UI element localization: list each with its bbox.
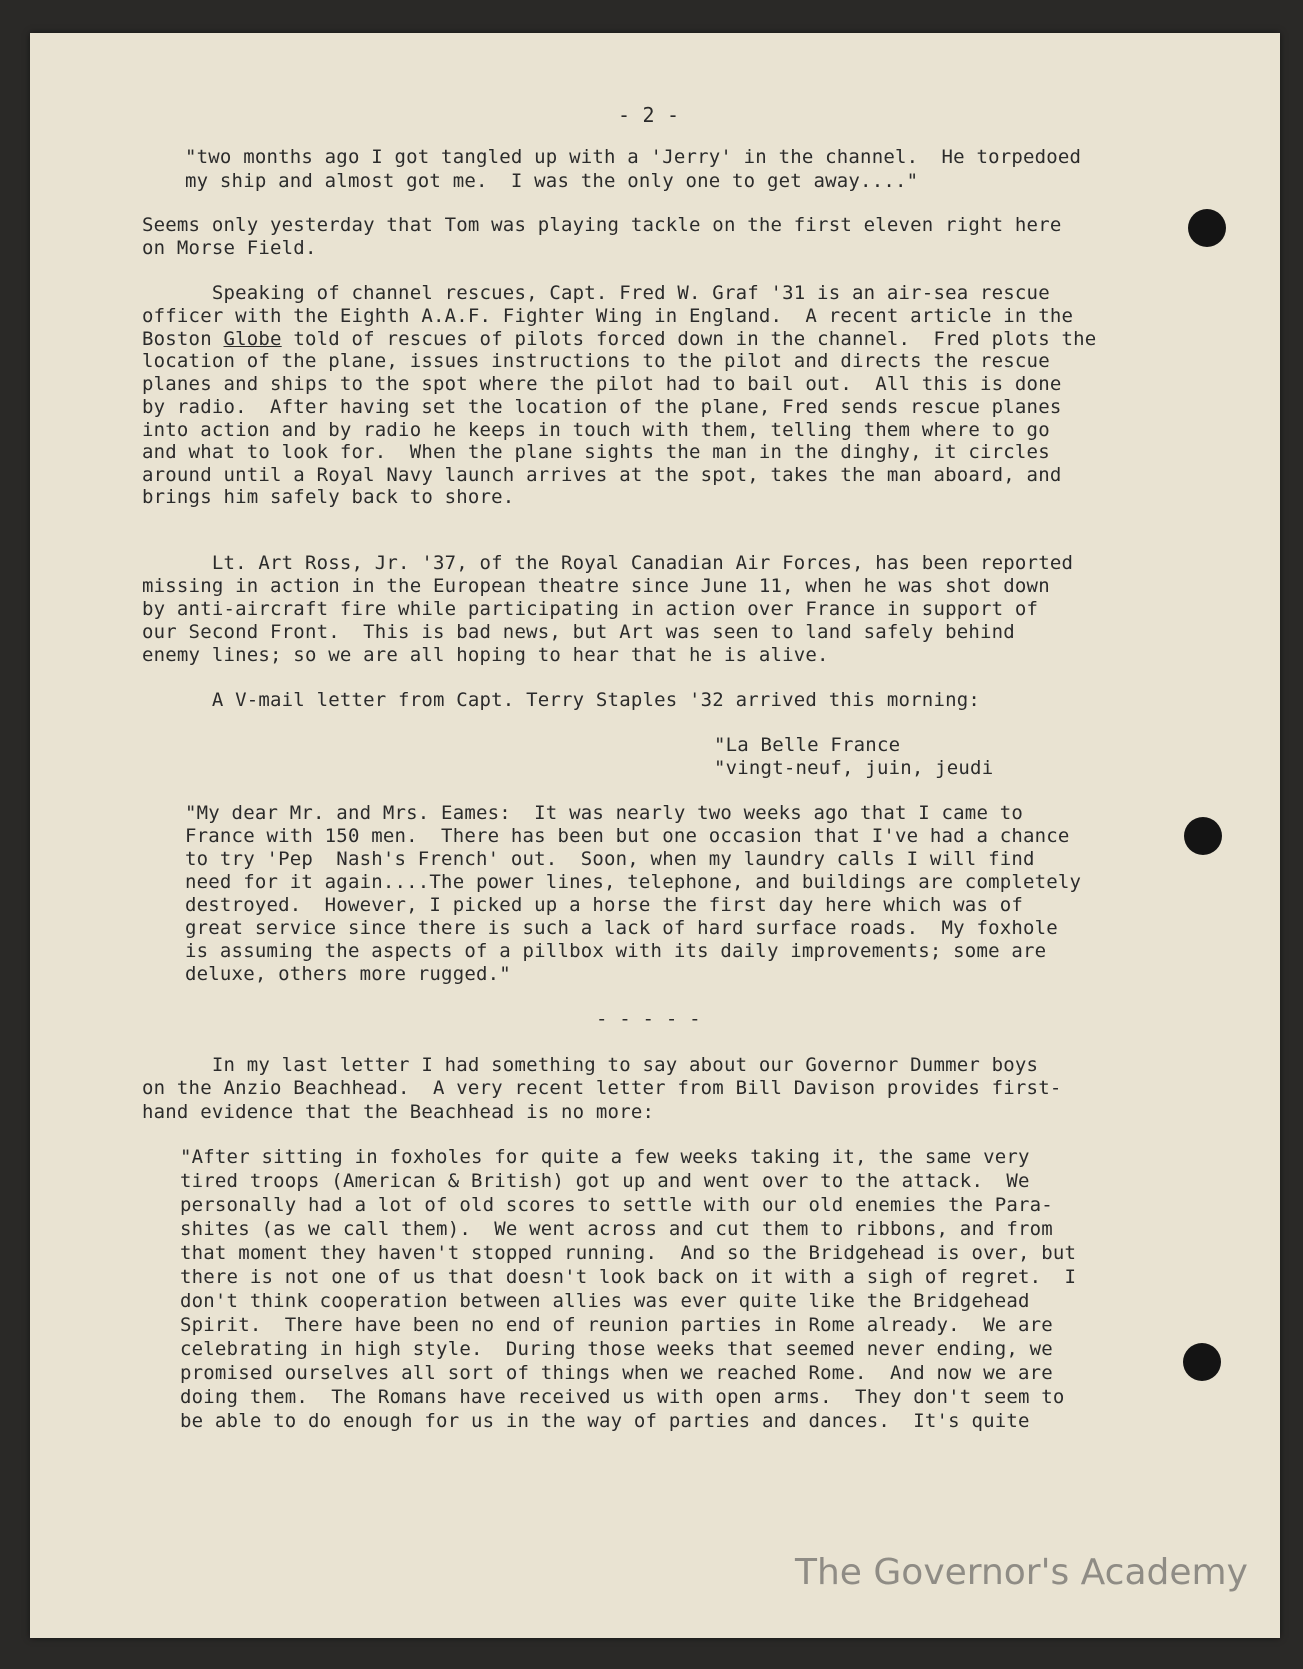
paragraph-line: on Morse Field.	[142, 237, 317, 259]
letter-line: don't think cooperation between allies was ever quite like the Bridgehead	[180, 1290, 1030, 1312]
paragraph-line: hand evidence that the Beachhead is no more:	[142, 1101, 655, 1123]
paragraph-line: enemy lines; so we are all hoping to hear that he is alive.	[142, 644, 829, 666]
quote-intro-line: "two months ago I got tangled up with a 'Jerry' in the channel. He torpedoed	[185, 146, 1082, 168]
letter-line: celebrating in high style. During those weeks that seemed never ending, we	[180, 1338, 1053, 1360]
letter-line: to try 'Pep Nash's French' out. Soon, when my laundry calls I will find	[185, 848, 1035, 870]
letter-line: tired troops (American & British) got up and went over to the attack. We	[180, 1170, 1030, 1192]
paragraph-line: Seems only yesterday that Tom was playing tackle on the first eleven right here	[142, 214, 1062, 236]
paragraph-line	[142, 327, 1096, 351]
letter-line: great service since there is such a lack of hard surface roads. My foxhole	[185, 917, 1058, 939]
paragraph-line: In my last letter I had something to say about our Governor Dummer boys	[142, 1054, 1039, 1076]
staples-intro: A V-mail letter from Capt. Terry Staples '32 arrived this morning:	[142, 689, 981, 711]
letter-line: personally had a lot of old scores to settle with our old enemies the Para-	[180, 1194, 1053, 1216]
punch-hole-top	[1188, 209, 1226, 247]
letter-line: "After sitting in foxholes for quite a few weeks taking it, the same very	[180, 1146, 1030, 1168]
letter-line: that moment they haven't stopped running. And so the Bridgehead is over, but	[180, 1242, 1077, 1264]
dateline-line: "La Belle France	[714, 734, 901, 756]
paragraph-line: brings him safely back to shore.	[142, 486, 515, 508]
letter-line: "My dear Mr. and Mrs. Eames: It was nearly two weeks ago that I came to	[185, 802, 1024, 824]
letter-line: promised ourselves all sort of things when we reached Rome. And now we are	[180, 1362, 1053, 1384]
letter-line: is assuming the aspects of a pillbox with its daily improvements; some are	[185, 940, 1047, 962]
paragraph-line: missing in action in the European theatre since June 11, when he was shot down	[142, 575, 1050, 597]
letter-line: there is not one of us that doesn't look back on it with a sigh of regret. I	[180, 1266, 1077, 1288]
paragraph-line: on the Anzio Beachhead. A very recent letter from Bill Davison provides first-	[142, 1077, 1062, 1099]
paragraph-line: Speaking of channel rescues, Capt. Fred W. Graf '31 is an air-sea rescue	[142, 282, 1050, 304]
paragraph-line: our Second Front. This is bad news, but Art was seen to land safely behind	[142, 621, 1015, 643]
paragraph-line: into action and by radio he keeps in touch with them, telling them where to go	[142, 419, 1050, 441]
letter-line: Spirit. There have been no end of reunion parties in Rome already. We are	[180, 1314, 1053, 1336]
paragraph-line: around until a Royal Navy launch arrives at the spot, takes the man aboard, and	[142, 464, 1062, 486]
page-number: - 2 -	[618, 103, 680, 127]
letter-line: France with 150 men. There has been but one occasion that I've had a chance	[185, 825, 1070, 847]
paragraph-line: planes and ships to the spot where the pilot had to bail out. All this is done	[142, 373, 1062, 395]
punch-hole-bottom	[1183, 1343, 1221, 1381]
text-run: told of rescues of pilots forced down in the channel. Fred plots the	[281, 328, 1097, 350]
quote-intro-line: my ship and almost got me. I was the only one to get away...."	[185, 170, 919, 192]
paragraph-line: by radio. After having set the location of the plane, Fred sends rescue planes	[142, 396, 1062, 418]
newspaper-title: Globe	[223, 328, 282, 350]
letter-line: doing them. The Romans have received us with open arms. They don't seem to	[180, 1386, 1065, 1408]
text-run: Boston	[142, 328, 224, 350]
paragraph-line: and what to look for. When the plane sights the man in the dinghy, it circles	[142, 441, 1050, 463]
paragraph-line: by anti-aircraft fire while participating in action over France in support of	[142, 598, 1039, 620]
paragraph-line: location of the plane, issues instructions to the pilot and directs the rescue	[142, 350, 1050, 372]
dateline-line: "vingt-neuf, juin, jeudi	[714, 757, 994, 779]
watermark: The Governor's Academy	[795, 1552, 1248, 1593]
letter-line: destroyed. However, I picked up a horse the first day here which was of	[185, 894, 1024, 916]
punch-hole-middle	[1184, 817, 1222, 855]
letter-line: shites (as we call them). We went across and cut them to ribbons, and from	[180, 1218, 1053, 1240]
document-page	[30, 33, 1280, 1638]
letter-line: need for it again....The power lines, telephone, and buildings are completely	[185, 871, 1082, 893]
section-separator: - - - - -	[596, 1008, 701, 1030]
paragraph-line: officer with the Eighth A.A.F. Fighter Wing in England. A recent article in the	[142, 305, 1074, 327]
letter-line: deluxe, others more rugged."	[185, 963, 511, 985]
letter-line: be able to do enough for us in the way of parties and dances. It's quite	[180, 1410, 1030, 1432]
paragraph-line: Lt. Art Ross, Jr. '37, of the Royal Canadian Air Forces, has been reported	[142, 552, 1074, 574]
